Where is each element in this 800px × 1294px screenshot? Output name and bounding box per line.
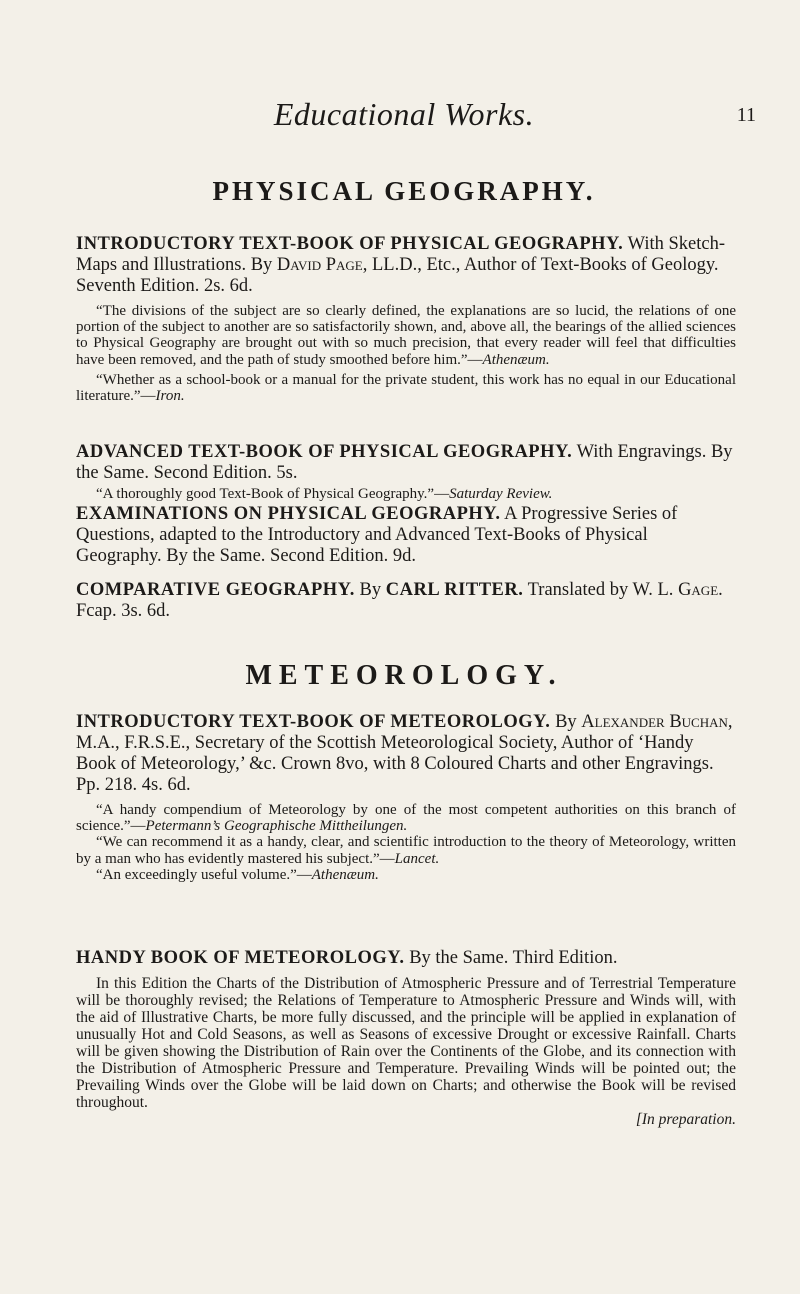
entry-title: HANDY BOOK OF METEOROLOGY. [76,948,405,968]
running-head: Educational Works. [273,96,535,132]
review-quote: “The divisions of the subject are so clearly defined, the explanations are so lucid, the relations of one portion of the subject to another are so satisfactorily shown, and, above all, the bearings of the allied sciences to Physical Geography are brought out with so much precision, that every reader will feel that difficulties have been removed, and the path of study smoothed before him.”— [76,303,736,368]
preparation-note: [In preparation. [635,1111,736,1128]
review-quote: “Whether as a school-book or a manual for the private student, this work has no equal in our Educational literature.”— [76,371,736,405]
review-quote: “An exceedingly useful volume.”— [96,866,312,883]
review-source: Saturday Review. [449,486,553,502]
entry-author: David Page [276,255,363,275]
section-heading-meteorology: METEOROLOGY. [245,660,563,691]
review-source: Athenæum. [482,351,550,368]
entry-title: INTRODUCTORY TEXT-BOOK OF METEOROLOGY. [76,712,551,732]
section-heading-physical-geography: PHYSICAL GEOGRAPHY. [212,176,596,206]
entry-description: , M.A., F.R.S.E., Secretary of the Scottish Meteorological Society, Author of ‘Handy Book of Meteorology,’ &c. Crown 8vo, with 8 Coloured Charts and other Engravings. Pp. 218. 4s. 6d. [76,712,733,795]
entry-author: Alexander Buchan [581,712,728,732]
entry-description: By the Same. Third Edition. [404,948,618,968]
entry-description: A Progressive Series of Questions, adapted to the Introductory and Advanced Text-Books of Physical Geography. By the Same. Second Edition. 9d. [76,504,678,566]
entry-examinations-physical-geography [76,504,736,567]
entry-advanced-physical-geography [76,442,736,502]
review-source: Athenæum. [311,866,379,883]
entry-comparative-geography: COMPARATIVE GEOGRAPHY. By CARL RITTER. Translated by W. L. Gage. Fcap. 3s. 6d. [76,580,723,621]
entry-handy-book-meteorology [76,948,736,1128]
page-number: 11 [736,104,756,126]
review-quote: “We can recommend it as a handy, clear, and scientific introduction to the theory of Meteorology, written by a man who has evidently mastered his subject.”— [76,834,736,867]
review-quote: “A handy compendium of Meteorology by one of the most competent authorities on this branch of science.”— [76,802,736,835]
entry-body: In this Edition the Charts of the Distribution of Atmospheric Pressure and of Terrestrial Temperature will be thoroughly revised; the Relations of Temperature to Atmospheric Pressure and Winds will, with the aid of Illustrative Charts, be more fully discussed, and the principle will be applied in explanation of unusually Hot and Cold Seasons, as well as Seasons of excessive Drought or excessive Rainfall. Charts will be given showing the Distribution of Rain over the Continents of the Globe, and its connection with the Distribution of Atmospheric Pressure and Temperature. Prevailing Winds will be pointed out; the Prevailing Winds over the Globe will be laid down on Charts; and otherwise the Book will be revised throughout. [76,975,736,1111]
entry-description: Translated by W. L. [523,580,679,600]
review-source: Petermann’s Geographische Mittheilungen. [145,818,408,835]
review-source: Lancet. [394,850,440,867]
entry-title: COMPARATIVE GEOGRAPHY. [76,580,355,600]
entry-description-rest: , LL.D., Etc., Author of Text-Books of Geology. Seventh Edition. 2s. 6d. [76,255,719,296]
entry-author: CARL RITTER. [385,580,524,600]
review-quote: “A thoroughly good Text-Book of Physical Geography.”— [96,486,450,502]
book-page [54,0,754,1294]
entry-introductory-meteorology: INTRODUCTORY TEXT-BOOK OF METEOROLOGY. By Alexander Buchan, M.A., F.R.S.E., Secretary of the Scottish Meteorological Society, Author of ‘Handy Book of Meteorology,’ &c. Crown 8vo, with 8 Coloured Charts and other Engravings. Pp. 218. 4s. 6d. “A handy compendium of Meteorology by one of the most competent authorities on this branch of science.”—Petermann’s Geographische Mittheilungen. “We can recommend it as a handy, clear, and scientific introduction to the theory of Meteorology, written by a man who has evidently mastered his subject.”—Lancet. “An exceedingly useful volume.”—Athenæum. [76,712,736,883]
review-source: Iron. [155,388,185,405]
entry-description: With Sketch-Maps and Illustrations. By [76,234,725,275]
entry-title: ADVANCED TEXT-BOOK OF PHYSICAL GEOGRAPHY. [76,442,573,462]
entry-translator: Gage [678,580,719,600]
entry-introductory-physical-geography [76,234,736,404]
entry-title: INTRODUCTORY TEXT-BOOK OF PHYSICAL GEOGRAPHY. [76,234,624,254]
entry-title: EXAMINATIONS ON PHYSICAL GEOGRAPHY. [76,504,501,524]
entry-description: With Engravings. By the Same. Second Edition. 5s. [76,442,733,483]
